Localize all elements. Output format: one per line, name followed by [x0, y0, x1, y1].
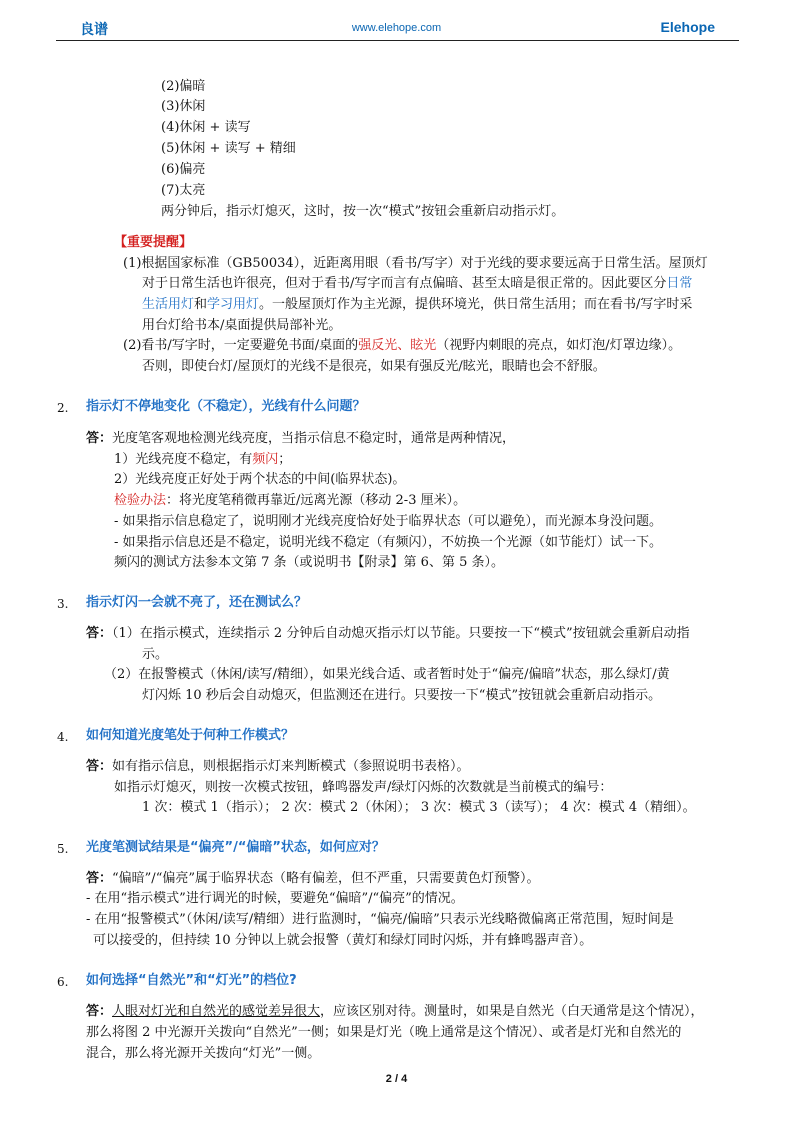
q5-line1: 答：“偏暗”/“偏亮”属于临界状态（略有偏差，但不严重，只需要黄色灯预警）。 [86, 871, 540, 886]
q2-line3: 2）光线亮度正好处于两个状态的中间(临界状态)。 [114, 472, 406, 487]
q5-title: 光度笔测试结果是“偏亮”/“偏暗”状态，如何应对？ [86, 840, 385, 855]
reminder-p1-line1: (1)根据国家标准（GB50034），近距离用眼（看书/写字）对于光线的要求要远高于日常生活。屋顶灯 [123, 256, 708, 271]
header-divider [56, 40, 739, 41]
q4-line2: 如指示灯熄灭，则按一次模式按钮，蜂鸣器发声/绿灯闪烁的次数就是当前模式的编号： [114, 780, 613, 795]
q3-line2: 示。 [142, 647, 169, 662]
reminder-p2-line1: (2)看书/写字时，一定要避免书面/桌面的强反光、眩光（视野内刺眼的亮点，如灯泡/灯罩边缘）。 [123, 338, 682, 353]
q2-line6: - 如果指示信息还是不稳定，说明光线不稳定（有频闪），不妨换一个光源（如节能灯）试一下。 [114, 535, 663, 550]
q6-line1: 答：人眼对灯光和自然光的感觉差异很大，应该区别对待。测量时，如果是自然光（白天通常是这个情况）， [86, 1004, 704, 1019]
mode-item-5: (5)休闲 + 读写 + 精细 [161, 141, 296, 156]
q6-line3: 混合，那么将光源开关拨向“灯光”一侧。 [86, 1046, 321, 1061]
q2-line4: 检验办法：将光度笔稍微再靠近/远离光源（移动 2-3 厘米）。 [114, 493, 467, 508]
q2-line2: 1）光线亮度不稳定，有频闪； [114, 452, 292, 467]
mode-item-4: (4)休闲 + 读写 [161, 120, 251, 135]
page-header [0, 0, 793, 42]
header-url[interactable]: www.elehope.com [351, 22, 442, 34]
q5-line4: 可以接受的，但持续 10 分钟以上就会报警（黄灯和绿灯同时闪烁，并有蜂鸣器声音）。 [93, 933, 593, 948]
q6-title: 如何选择“自然光”和“灯光”的档位? [86, 973, 297, 988]
q3-number: 3. [57, 597, 69, 611]
q2-line5: - 如果指示信息稳定了，说明刚才光线亮度恰好处于临界状态（可以避免），而光源本身没问题。 [114, 514, 663, 529]
q4-line1: 答：如有指示信息，则根据指示灯来判断模式（参照说明书表格）。 [86, 759, 470, 774]
q4-title: 如何知道光度笔处于何种工作模式？ [86, 728, 295, 743]
q2-title: 指示灯不停地变化（不稳定），光线有什么问题？ [86, 399, 366, 414]
reminder-p1-line4: 用台灯给书本/桌面提供局部补光。 [142, 318, 342, 333]
q3-line4: 灯闪烁 10 秒后会自动熄灭，但监测还在进行。只要按一下“模式”按钮就会重新启动指示。 [142, 688, 662, 703]
header-brand-en: Elehope [660, 19, 715, 35]
q4-number: 4. [57, 730, 69, 744]
q5-number: 5. [57, 842, 69, 856]
mode-item-2: (2)偏暗 [161, 79, 206, 94]
mode-item-6: (6)偏亮 [161, 162, 206, 177]
q5-line2: - 在用“指示模式”进行调光的时候，要避免“偏暗”/“偏亮”的情况。 [86, 891, 464, 906]
q3-line1: 答：（1）在指示模式，连续指示 2 分钟后自动熄灭指示灯以节能。只要按一下“模式”按钮就会重新启动指 [86, 626, 690, 641]
q3-title: 指示灯闪一会就不亮了，还在测试么？ [86, 595, 308, 610]
q6-number: 6. [57, 975, 69, 989]
reminder-p1-line2: 对于日常生活也许很亮，但对于看书/写字而言有点偏暗、甚至太暗是很正常的。因此要区分日常 [142, 276, 693, 291]
reminder-p1-line3: 生活用灯和学习用灯。一般屋顶灯作为主光源，提供环境光，供日常生活用；而在看书/写字时采 [142, 297, 693, 312]
reminder-title: 【重要提醒】 [114, 235, 193, 250]
q4-line3: 1 次：模式 1（指示）； 2 次：模式 2（休闲）； 3 次：模式 3（读写）； 4 次：模式 4（精细）。 [142, 800, 696, 815]
reminder-p2-line2: 否则，即使台灯/屋顶灯的光线不是很亮，如果有强反光/眩光，眼睛也会不舒服。 [142, 359, 606, 374]
mode-item-3: (3)休闲 [161, 99, 206, 114]
q2-line7: 频闪的测试方法参本文第 7 条（或说明书【附录】第 6、第 5 条）。 [114, 555, 504, 570]
q3-line3: （2）在报警模式（休闲/读写/精细），如果光线合适、或者暂时处于“偏亮/偏暗”状态，那么绿灯/黄 [104, 667, 670, 682]
mode-item-7: (7)太亮 [161, 183, 206, 198]
q5-line3: - 在用“报警模式”（休闲/读写/精细）进行监测时，“偏亮/偏暗”只表示光线略微偏离正常范围，短时间是 [86, 912, 674, 927]
q2-line1: 答：光度笔客观地检测光线亮度，当指示信息不稳定时，通常是两种情况， [86, 431, 516, 446]
header-brand-cn: 良谱 [80, 22, 108, 38]
q6-line2: 那么将图 2 中光源开关拨向“自然光”一侧；如果是灯光（晚上通常是这个情况）、或者是灯光和自然光的 [86, 1025, 682, 1040]
q2-number: 2. [57, 401, 69, 415]
page-number: 2 / 4 [385, 1073, 408, 1085]
mode-after-note: 两分钟后，指示灯熄灭，这时，按一次“模式”按钮会重新启动指示灯。 [161, 204, 565, 219]
